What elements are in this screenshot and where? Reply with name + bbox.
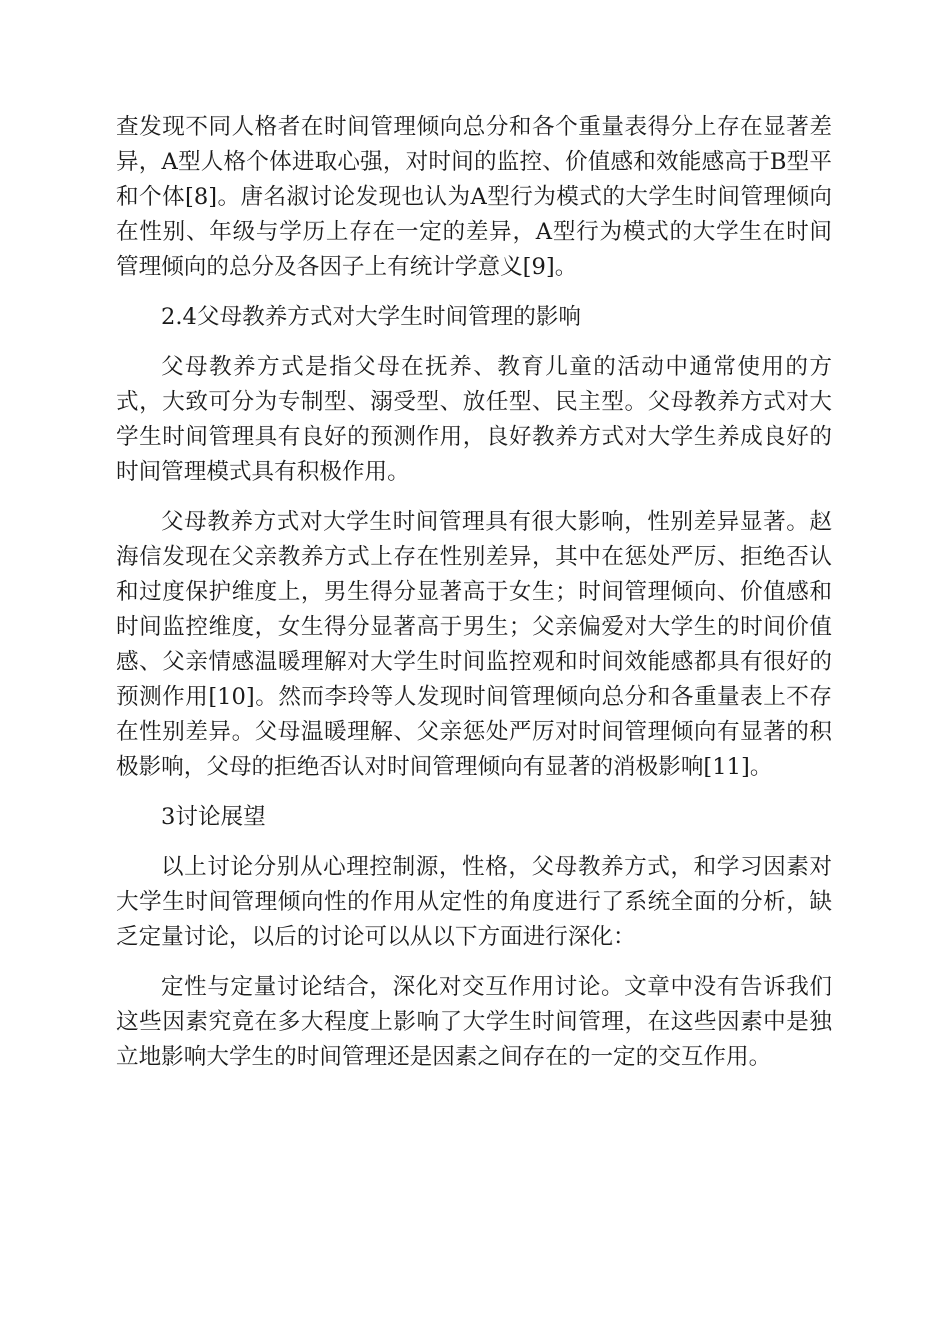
paragraph-personality-continued: 查发现不同人格者在时间管理倾向总分和各个重量表得分上存在显著差异，A型人格个体进取心强，对时间的监控、价值感和效能感高于B型平和个体[8]。唐名淑讨论发现也认为A型行为模式的大学生时间管理倾向在性别、年级与学历上存在一定的差异，A型行为模式的大学生在时间管理倾向的总分及各因子上有统计学意义[9]。 — [116, 114, 832, 280]
paragraph-parenting-gender: 父母教养方式对大学生时间管理具有很大影响，性别差异显著。赵海信发现在父亲教养方式上存在性别差异，其中在惩处严厉、拒绝否认和过度保护维度上，男生得分显著高于女生；时间管理倾向、价值感和时间监控维度，女生得分显著高于男生；父亲偏爱对大学生的时间价值感、父亲情感温暖理解对大学生时间监控观和时间效能感都具有很好的预测作用[10]。然而李玲等人发现时间管理倾向总分和各重量表上不存在性别差异。父母温暖理解、父亲惩处严厉对时间管理倾向有显著的积极影响，父母的拒绝否认对时间管理倾向有显著的消极影响[11]。 — [116, 509, 832, 780]
document-page — [116, 110, 832, 1075]
section-heading-3: 3讨论展望 — [161, 804, 266, 830]
section-heading-2-4: 2.4父母教养方式对大学生时间管理的影响 — [161, 304, 582, 330]
paragraph-discussion-summary: 以上讨论分别从心理控制源，性格，父母教养方式，和学习因素对大学生时间管理倾向性的作用从定性的角度进行了系统全面的分析，缺乏定量讨论，以后的讨论可以从以下方面进行深化： — [116, 854, 832, 950]
paragraph-parenting-definition: 父母教养方式是指父母在抚养、教育儿童的活动中通常使用的方式，大致可分为专制型、溺受型、放任型、民主型。父母教养方式对大学生时间管理具有良好的预测作用，良好教养方式对大学生养成良好的时间管理模式具有积极作用。 — [116, 354, 832, 485]
paragraph-discussion-future: 定性与定量讨论结合，深化对交互作用讨论。文章中没有告诉我们这些因素究竟在多大程度上影响了大学生时间管理，在这些因素中是独立地影响大学生的时间管理还是因素之间存在的一定的交互作用。 — [116, 974, 832, 1070]
